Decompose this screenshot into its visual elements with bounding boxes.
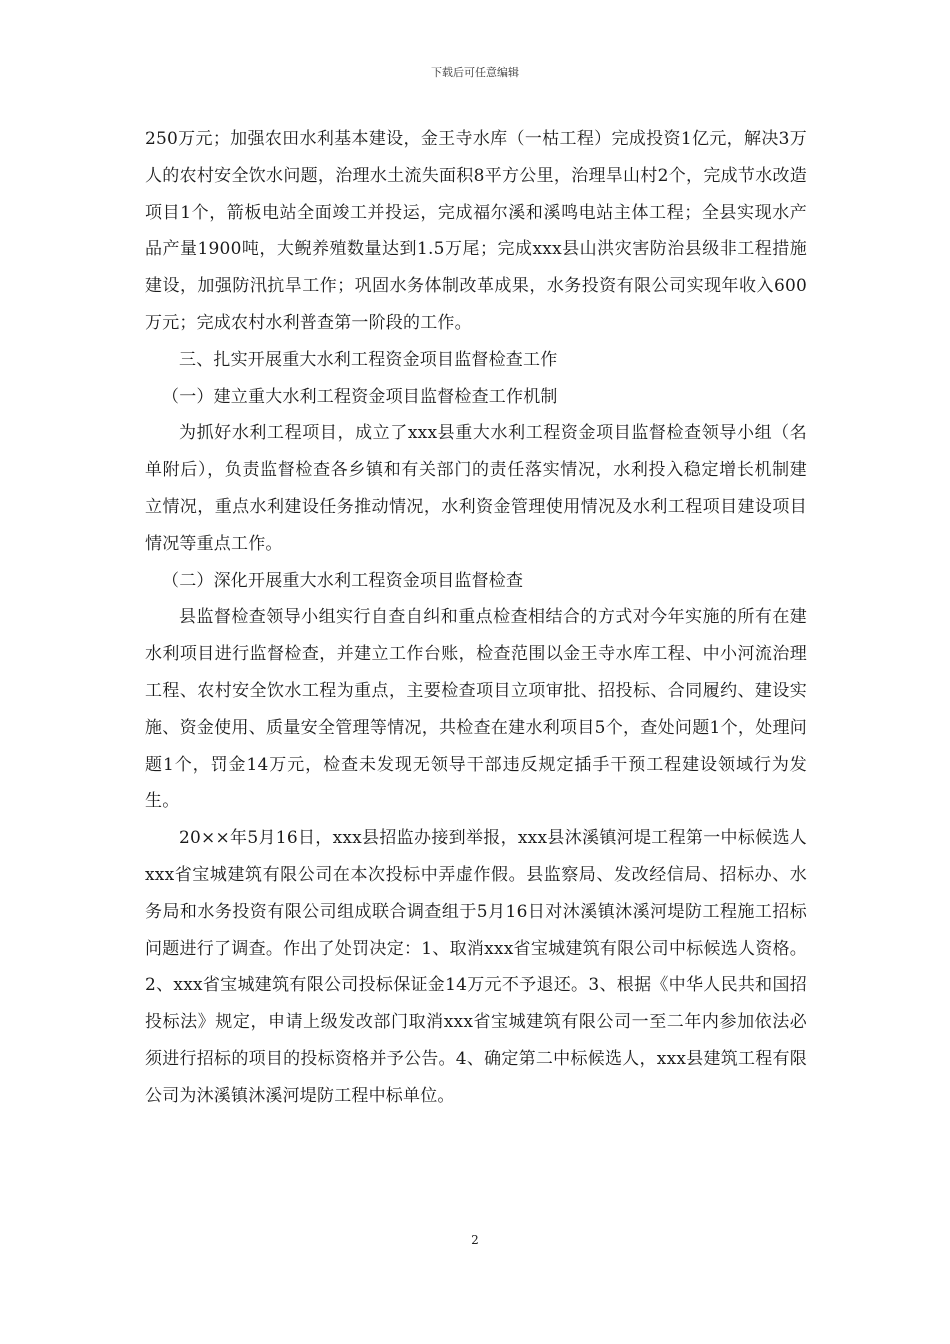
document-body [145, 121, 807, 1115]
section-heading: 三、扎实开展重大水利工程资金项目监督检查工作 [179, 349, 558, 370]
paragraph: 20××年5月16日，xxx县招监办接到举报，xxx县沐溪镇河堤工程第一中标候选人xxx省宝城建筑有限公司在本次投标中弄虚作假。县监察局、发改经信局、招标办、水务局和水务投资有限公司组成联合调查组于5月16日对沐溪镇沐溪河堤防工程施工招标问题进行了调查。作出了处罚决定：1、取消xxx省宝城建筑有限公司中标候选人资格。2、xxx省宝城建筑有限公司投标保证金14万元不予退还。3、根据《中华人民共和国招投标法》规定，申请上级发改部门取消xxx省宝城建筑有限公司一至二年内参加依法必须进行招标的项目的投标资格并予公告。4、确定第二中标候选人，xxx县建筑工程有限公司为沐溪镇沐溪河堤防工程中标单位。 [145, 828, 807, 1106]
subsection-heading: （一）建立重大水利工程资金项目监督检查工作机制 [162, 386, 558, 407]
paragraph: 县监督检查领导小组实行自查自纠和重点检查相结合的方式对今年实施的所有在建水利项目进行监督检查，并建立工作台账，检查范围以金王寺水库工程、中小河流治理工程、农村安全饮水工程为重点，主要检查项目立项审批、招投标、合同履约、建设实施、资金使用、质量安全管理等情况，共检查在建水利项目5个，查处问题1个，处理问题1个，罚金14万元，检查未发现无领导干部违反规定插手干预工程建设领域行为发生。 [145, 607, 807, 812]
subsection-heading: （二）深化开展重大水利工程资金项目监督检查 [162, 570, 524, 591]
paragraph-continuation: 250万元；加强农田水利基本建设，金王寺水库（一枯工程）完成投资1亿元，解决3万人的农村安全饮水问题，治理水土流失面积8平方公里，治理旱山村2个，完成节水改造项目1个，箭板电站全面竣工并投运，完成福尔溪和溪鸣电站主体工程；全县实现水产品产量1900吨，大鲵养殖数量达到1.5万尾；完成xxx县山洪灾害防治县级非工程措施建设，加强防汛抗旱工作；巩固水务体制改革成果，水务投资有限公司实现年收入600万元；完成农村水利普查第一阶段的工作。 [145, 129, 807, 333]
page-number: 2 [471, 1233, 479, 1247]
paragraph: 为抓好水利工程项目，成立了xxx县重大水利工程资金项目监督检查领导小组（名单附后），负责监督检查各乡镇和有关部门的责任落实情况，水利投入稳定增长机制建立情况，重点水利建设任务推动情况，水利资金管理使用情况及水利工程项目建设项目情况等重点工作。 [145, 423, 807, 554]
page-header: 下载后可任意编辑 [431, 66, 519, 79]
